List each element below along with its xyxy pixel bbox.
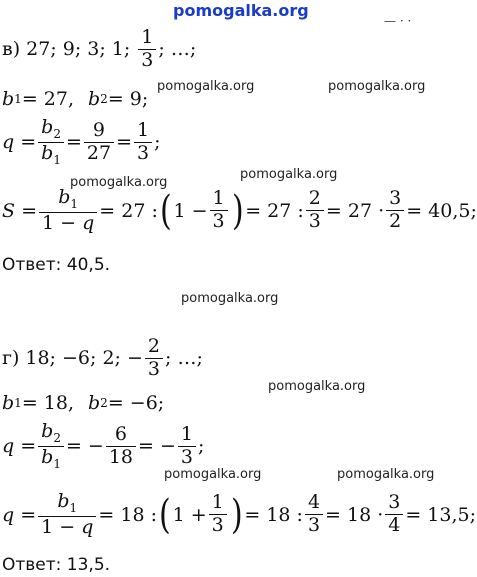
part-v-sequence-fraction: $\frac{1}{3}$ [138, 28, 156, 71]
part-v-sum-result: = 40,5; [406, 199, 477, 222]
watermark: pomogalka.org [181, 291, 279, 306]
watermark: pomogalka.org [70, 175, 168, 190]
part-v-terms-line: b 1 = 27, b 2 = 9; [2, 88, 149, 110]
watermark-top: pomogalka.org [173, 1, 309, 20]
part-v-sequence-line [2, 28, 196, 71]
part-g-label: г) [2, 347, 20, 370]
part-v-ratio-fraction-9-27: $\frac{9}{27}$ [84, 121, 114, 164]
part-g-sum-formula: $\frac{b_1}{1 - q}$ [38, 492, 96, 538]
part-v-label: в) [2, 38, 21, 61]
watermark: pomogalka.org [337, 467, 435, 482]
part-v-ratio-b2-over-b1: $\frac{b_2}{b_1}$ [38, 118, 64, 166]
cut-off-text-fragment: — · · [384, 14, 412, 28]
part-g-sum-result: = 13,5; [405, 503, 477, 526]
watermark: pomogalka.org [328, 79, 426, 94]
part-g-b1-value: = 18, [21, 392, 74, 414]
watermark: pomogalka.org [240, 167, 338, 182]
part-g-b2-value: = −6; [107, 392, 165, 414]
part-g-sequence-line: г) 18; −6; 2; − $\frac{2}{3}$ ; …; [2, 335, 203, 380]
part-v-ratio-line: q = $\frac{b_2}{b_1}$ = $\frac{9}{27}$ = $\frac{1}{3}$ ; [2, 116, 161, 167]
part-g-answer: Ответ: 13,5. [2, 555, 111, 575]
part-v-sequence: 27; 9; 3; 1; [26, 38, 131, 61]
part-g-sum-line: q = $\frac{b_1}{1 - q}$ = 18 : ( 1 + $\frac{1}{3}$ ) = 18 : $\frac{4}{3}$ = 18 · $\frac{3}{4}$ = 13,5; [2, 490, 477, 538]
part-g-sequence: 18; −6; 2; − [25, 347, 143, 370]
part-g-ratio-result: $\frac{1}{3}$ [178, 425, 196, 468]
part-g-ratio-line: q = $\frac{b_2}{b_1}$ = − $\frac{6}{18}$ = − $\frac{1}{3}$ ; [2, 420, 205, 471]
part-v-b2-value: = 9; [107, 88, 149, 110]
watermark: pomogalka.org [268, 379, 366, 394]
part-v-b1-value: = 27, [21, 88, 74, 110]
watermark: pomogalka.org [164, 467, 262, 482]
part-v-sequence-ellipsis: ; …; [158, 38, 197, 61]
part-v-ratio-result: $\frac{1}{3}$ [134, 121, 152, 164]
part-v-sum-line: S = $\frac{b_1}{1 - q}$ = 27 : ( 1 − $\frac{1}{3}$ ) = 27 : $\frac{2}{3}$ = 27 · $\frac{3}{2}$ = 40,5; [2, 186, 477, 234]
part-g-sequence-fraction: $\frac{2}{3}$ [145, 337, 163, 380]
part-g-ratio-b2-over-b1: $\frac{b_2}{b_1}$ [38, 422, 64, 470]
part-v-sum-formula: $\frac{b_1}{1 - q}$ [39, 188, 97, 234]
part-v-answer: Ответ: 40,5. [2, 255, 111, 275]
part-g-terms-line: b 1 = 18, b 2 = −6; [2, 392, 165, 414]
watermark: pomogalka.org [157, 79, 255, 94]
